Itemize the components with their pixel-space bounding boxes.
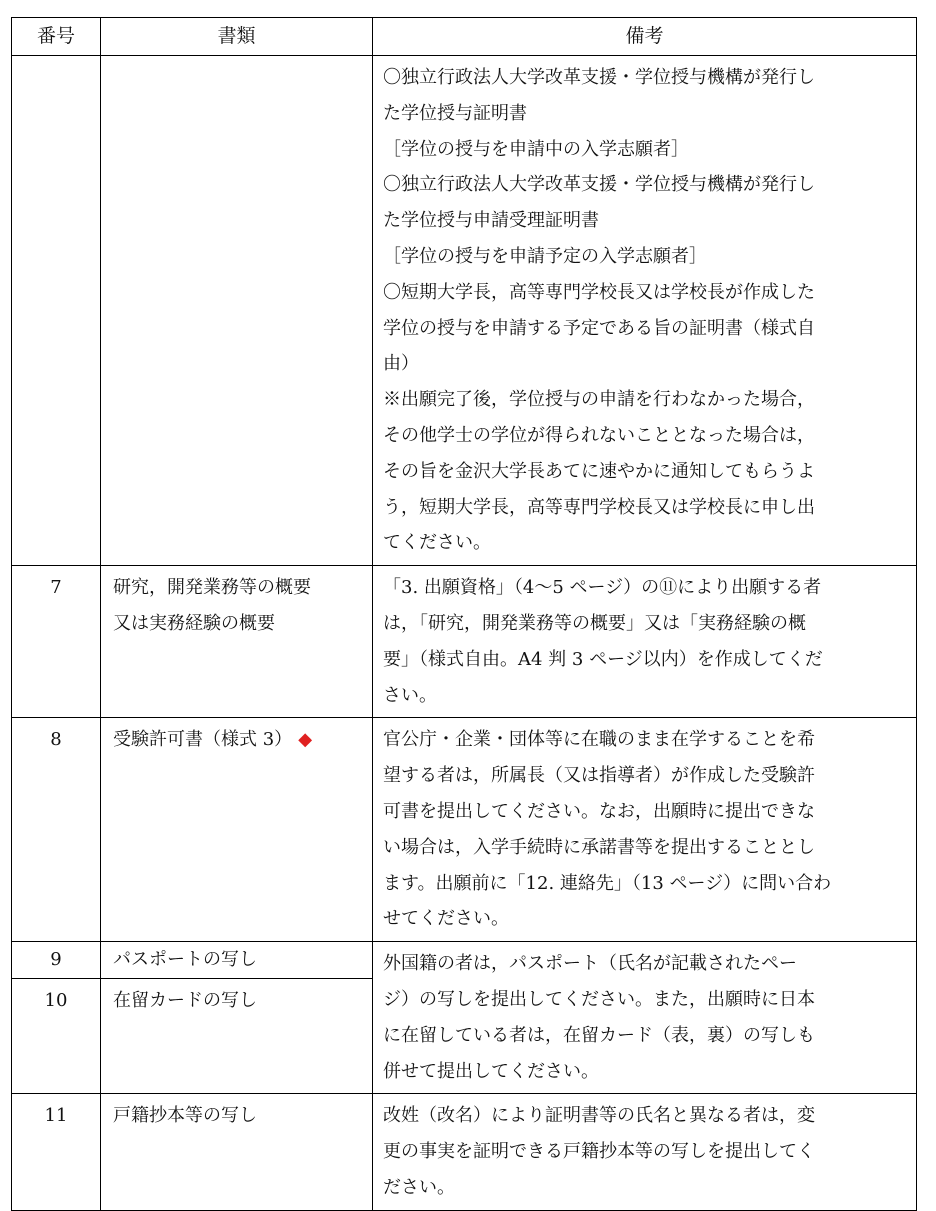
table-row-8 xyxy=(12,718,917,942)
remark-line: ［学位の授与を申請予定の入学志願者］ xyxy=(383,245,707,267)
row-number-cell xyxy=(12,979,101,1094)
row-number-cell xyxy=(12,566,101,718)
row-remarks-cell xyxy=(373,942,917,1094)
row-remarks-cell xyxy=(373,1094,917,1210)
row-number: 10 xyxy=(44,990,68,1012)
table-header-row xyxy=(12,18,917,56)
remark-line: てください。 xyxy=(383,532,491,554)
row-number: 9 xyxy=(50,949,62,971)
remark-line: 官公庁・企業・団体等に在職のまま在学することを希 xyxy=(383,729,815,751)
remark-line: その他学士の学位が得られないこととなった場合は， xyxy=(383,424,815,446)
row-document-cell xyxy=(101,566,373,718)
remark-line: 更の事実を証明できる戸籍抄本等の写しを提出してく xyxy=(383,1141,815,1163)
document-name-line: 又は実務経験の概要 xyxy=(113,612,275,634)
row-number-cell xyxy=(12,1094,101,1210)
remark-line: 可書を提出してください。なお，出願時に提出できな xyxy=(383,800,815,822)
remark-line: 学位の授与を申請する予定である旨の証明書（様式自 xyxy=(383,317,815,339)
row-number: 8 xyxy=(50,729,62,751)
diamond-marker-icon: ◆ xyxy=(298,729,313,751)
remark-line: ［学位の授与を申請中の入学志願者］ xyxy=(383,138,689,160)
document-name-text: 受験許可書（様式 3） xyxy=(113,729,293,751)
table-row-9 xyxy=(12,942,917,979)
row-document-cell xyxy=(101,1094,373,1210)
remark-line: ジ）の写しを提出してください。また，出願時に日本 xyxy=(383,988,815,1010)
document-name-line: 研究，開発業務等の概要 xyxy=(113,577,311,599)
remark-line: い場合は，入学手続時に承諾書等を提出することとし xyxy=(383,836,815,858)
row-number: 7 xyxy=(50,577,62,599)
document-name-line: パスポートの写し xyxy=(113,949,257,971)
row-document-cell xyxy=(101,979,373,1094)
remark-line: た学位授与証明書 xyxy=(383,102,527,124)
remark-line: 「3. 出願資格」（4～5 ページ）の⑪により出願する者 xyxy=(383,577,822,599)
remark-line: 由） xyxy=(383,353,419,375)
remark-line: う，短期大学長，高等専門学校長又は学校長に申し出 xyxy=(383,496,815,518)
row-remarks-cell xyxy=(373,56,917,566)
remark-line: せてください。 xyxy=(383,908,509,930)
row-number-cell xyxy=(12,942,101,979)
row-number-cell xyxy=(12,56,101,566)
row-document-cell xyxy=(101,56,373,566)
remark-line: 〇短期大学長，高等専門学校長又は学校長が作成した xyxy=(383,281,815,303)
remark-line: 望する者は，所属長（又は指導者）が作成した受験許 xyxy=(383,765,815,787)
remark-line: その旨を金沢大学長あてに速やかに通知してもらうよ xyxy=(383,460,815,482)
header-remarks: 備考 xyxy=(373,18,917,56)
table-row-continued xyxy=(12,56,917,566)
table-row-11 xyxy=(12,1094,917,1210)
row-number: 11 xyxy=(44,1105,68,1127)
remark-line: ます。出願前に「12. 連絡先」（13 ページ）に問い合わ xyxy=(383,872,832,894)
document-name-line: 戸籍抄本等の写し xyxy=(113,1105,257,1127)
remark-line: ださい。 xyxy=(383,1176,455,1198)
remark-line: 改姓（改名）により証明書等の氏名と異なる者は，変 xyxy=(383,1105,815,1127)
row-document-cell xyxy=(101,942,373,979)
remark-line: さい。 xyxy=(383,684,437,706)
row-remarks-cell xyxy=(373,718,917,942)
remark-line: は，「研究，開発業務等の概要」又は「実務経験の概 xyxy=(383,612,806,634)
table-row-7 xyxy=(12,566,917,718)
remark-line: 〇独立行政法人大学改革支援・学位授与機構が発行し xyxy=(383,174,815,196)
documents-table xyxy=(11,17,917,1211)
header-document: 書類 xyxy=(101,18,373,56)
remark-line: た学位授与申請受理証明書 xyxy=(383,210,599,232)
document-name-line: 在留カードの写し xyxy=(113,990,257,1012)
remark-line: 要」（様式自由。A4 判 3 ページ以内）を作成してくだ xyxy=(383,648,823,670)
row-remarks-cell xyxy=(373,566,917,718)
remark-line: 外国籍の者は，パスポート（氏名が記載されたペー xyxy=(383,953,797,975)
row-document-cell xyxy=(101,718,373,942)
document-name-line xyxy=(113,722,372,758)
remark-line: 〇独立行政法人大学改革支援・学位授与機構が発行し xyxy=(383,67,815,88)
remark-line: 併せて提出してください。 xyxy=(383,1060,599,1082)
remark-line: に在留している者は，在留カード（表，裏）の写しも xyxy=(383,1024,815,1046)
row-number-cell xyxy=(12,718,101,942)
header-number: 番号 xyxy=(12,18,101,56)
remark-line: ※出願完了後，学位授与の申請を行わなかった場合， xyxy=(383,389,815,411)
